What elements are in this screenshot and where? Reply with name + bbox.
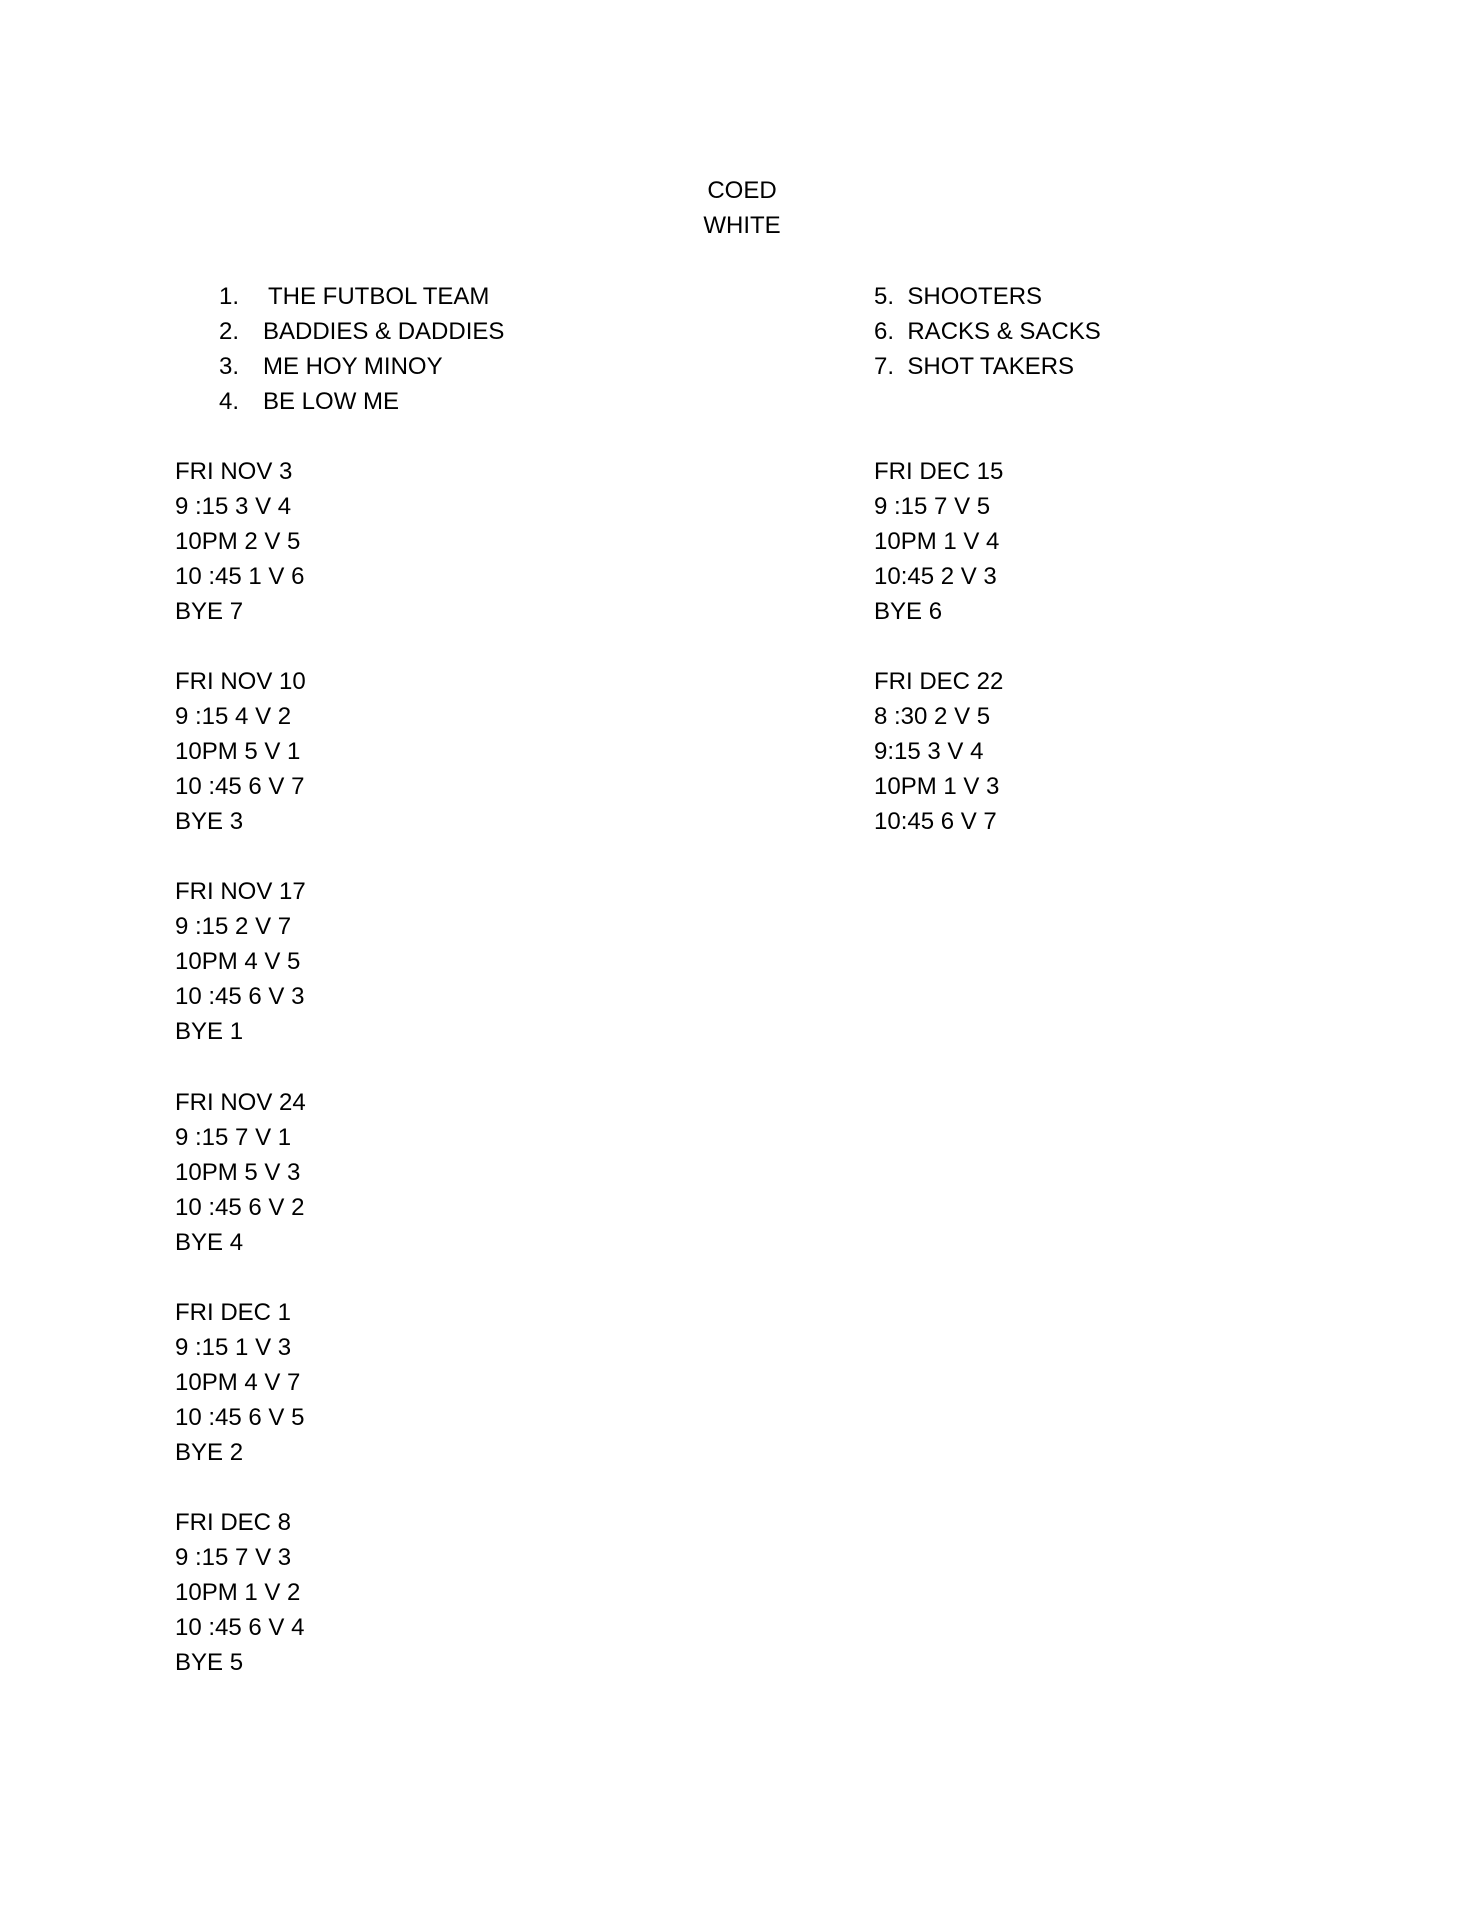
- schedule-line: BYE 3: [175, 808, 244, 835]
- schedule-line: 10PM 1 V 3: [874, 773, 1000, 800]
- team-number: 4.: [219, 388, 240, 415]
- schedule-line: 9:15 3 V 4: [874, 738, 984, 765]
- team-name: BE LOW ME: [263, 388, 400, 415]
- schedule-date: FRI DEC 22: [874, 668, 1004, 695]
- schedule-line: 10PM 1 V 4: [874, 528, 1000, 555]
- schedule-date: FRI NOV 10: [175, 668, 306, 695]
- schedule-line: 9 :15 3 V 4: [175, 493, 292, 520]
- schedule-line: 10 :45 6 V 3: [175, 983, 305, 1010]
- schedule-date: FRI DEC 15: [874, 458, 1004, 485]
- schedule-line: BYE 2: [175, 1439, 244, 1466]
- schedule-line: BYE 6: [874, 598, 943, 625]
- team-name: ME HOY MINOY: [263, 353, 443, 380]
- team-number: 1.: [219, 283, 240, 310]
- schedule-line: 10:45 2 V 3: [874, 563, 997, 590]
- schedule-line: 10 :45 1 V 6: [175, 563, 305, 590]
- schedule-line: 10 :45 6 V 5: [175, 1404, 305, 1431]
- schedule-line: 9 :15 1 V 3: [175, 1334, 292, 1361]
- schedule-date: FRI DEC 8: [175, 1509, 292, 1536]
- schedule-line: 10PM 4 V 5: [175, 948, 301, 975]
- header-title-coed: COED: [707, 177, 777, 204]
- schedule-line: 9 :15 7 V 5: [874, 493, 991, 520]
- schedule-line: 10PM 5 V 3: [175, 1159, 301, 1186]
- team-number: 2.: [219, 318, 240, 345]
- schedule-line: 8 :30 2 V 5: [874, 703, 991, 730]
- schedule-line: 10PM 5 V 1: [175, 738, 301, 765]
- schedule-line: 10 :45 6 V 7: [175, 773, 305, 800]
- schedule-date: FRI NOV 3: [175, 458, 293, 485]
- schedule-line: 10:45 6 V 7: [874, 808, 997, 835]
- header-title-white: WHITE: [703, 212, 781, 239]
- schedule-line: 10PM 1 V 2: [175, 1579, 301, 1606]
- schedule-line: 9 :15 7 V 3: [175, 1544, 292, 1571]
- schedule-line: 10 :45 6 V 2: [175, 1194, 305, 1221]
- schedule-line: 10PM 4 V 7: [175, 1369, 301, 1396]
- team-name: THE FUTBOL TEAM: [268, 283, 490, 310]
- schedule-line: BYE 4: [175, 1229, 244, 1256]
- schedule-line: 9 :15 2 V 7: [175, 913, 292, 940]
- team-entry: 7. SHOT TAKERS: [874, 353, 1075, 380]
- schedule-date: FRI NOV 24: [175, 1089, 306, 1116]
- schedule-line: 10PM 2 V 5: [175, 528, 301, 555]
- schedule-line: BYE 7: [175, 598, 244, 625]
- schedule-line: 9 :15 4 V 2: [175, 703, 292, 730]
- team-entry: 6. RACKS & SACKS: [874, 318, 1101, 345]
- team-name: BADDIES & DADDIES: [263, 318, 505, 345]
- schedule-line: BYE 5: [175, 1649, 244, 1676]
- schedule-line: BYE 1: [175, 1018, 244, 1045]
- team-number: 3.: [219, 353, 240, 380]
- schedule-line: 10 :45 6 V 4: [175, 1614, 305, 1641]
- team-entry: 5. SHOOTERS: [874, 283, 1043, 310]
- schedule-date: FRI DEC 1: [175, 1299, 292, 1326]
- schedule-date: FRI NOV 17: [175, 878, 306, 905]
- schedule-line: 9 :15 7 V 1: [175, 1124, 292, 1151]
